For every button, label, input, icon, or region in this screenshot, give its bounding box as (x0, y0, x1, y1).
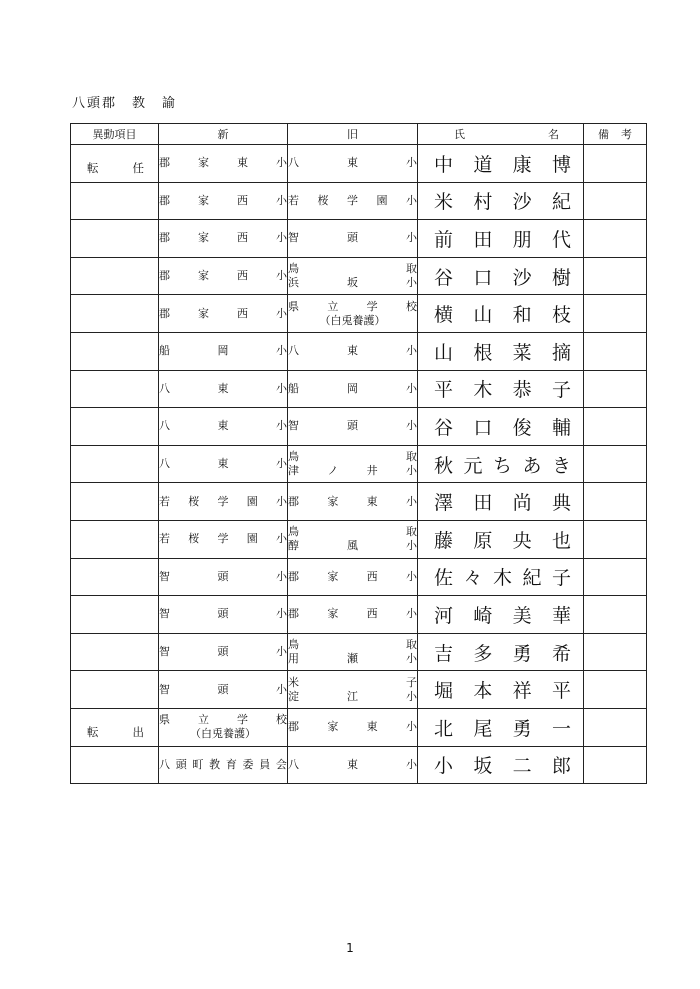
name-cell: 河 崎 美 華 (418, 596, 584, 634)
old-school-cell: 若 桜 学 園 小 (288, 182, 418, 220)
note-cell (584, 671, 647, 709)
note-cell (584, 332, 647, 370)
category-cell: 転 出 (71, 708, 159, 746)
table-row (71, 746, 647, 784)
new-school-cell: 郡 家 西 小 (159, 220, 288, 258)
name-cell: 中 道 康 博 (418, 145, 584, 183)
old-school-cell: 鳥 取 浜 坂 小 (288, 257, 418, 295)
table-row (71, 257, 647, 295)
category-cell (71, 220, 159, 258)
category-cell (71, 370, 159, 408)
old-school-cell: 八 東 小 (288, 746, 418, 784)
name-cell: 秋 元 ち あ き (418, 445, 584, 483)
new-school-cell: 県 立 学 校 （白兎養護） (159, 708, 288, 746)
table-row (71, 520, 647, 558)
page-number: 1 (346, 941, 354, 955)
old-school-cell: 郡 家 東 小 (288, 483, 418, 521)
page-heading: 八頭郡 教 諭 (72, 96, 178, 111)
old-school-cell: 八 東 小 (288, 145, 418, 183)
note-cell (584, 558, 647, 596)
table-row (71, 408, 647, 446)
name-cell: 米 村 沙 紀 (418, 182, 584, 220)
name-cell: 澤 田 尚 典 (418, 483, 584, 521)
category-cell (71, 332, 159, 370)
new-school-cell: 八 東 小 (159, 445, 288, 483)
table-row (71, 220, 647, 258)
note-cell (584, 746, 647, 784)
category-cell (71, 746, 159, 784)
header-category: 異動項目 (71, 124, 159, 145)
category-cell (71, 671, 159, 709)
name-cell: 山 根 菜 摘 (418, 332, 584, 370)
category-cell (71, 182, 159, 220)
note-cell (584, 370, 647, 408)
old-school-cell: 八 東 小 (288, 332, 418, 370)
new-school-cell: 郡 家 西 小 (159, 295, 288, 333)
table-row (71, 708, 647, 746)
category-cell (71, 520, 159, 558)
name-cell: 吉 多 勇 希 (418, 633, 584, 671)
old-school-cell: 智 頭 小 (288, 408, 418, 446)
name-cell: 佐 々 木 紀 子 (418, 558, 584, 596)
name-cell: 北 尾 勇 一 (418, 708, 584, 746)
note-cell (584, 445, 647, 483)
new-school-cell: 智 頭 小 (159, 671, 288, 709)
old-school-cell: 郡 家 西 小 (288, 558, 418, 596)
note-cell (584, 145, 647, 183)
note-cell (584, 295, 647, 333)
old-school-cell: 鳥 取 津 ノ 井 小 (288, 445, 418, 483)
note-cell (584, 257, 647, 295)
new-school-cell: 智 頭 小 (159, 558, 288, 596)
note-cell (584, 633, 647, 671)
table-row (71, 332, 647, 370)
new-school-cell: 郡 家 東 小 (159, 145, 288, 183)
name-cell: 谷 口 沙 樹 (418, 257, 584, 295)
table-row (71, 145, 647, 183)
name-cell: 小 坂 二 郎 (418, 746, 584, 784)
table-row (71, 596, 647, 634)
note-cell (584, 182, 647, 220)
old-school-cell: 船 岡 小 (288, 370, 418, 408)
note-cell (584, 596, 647, 634)
table-row (71, 558, 647, 596)
new-school-cell: 若 桜 学 園 小 (159, 520, 288, 558)
new-school-cell: 八 東 小 (159, 370, 288, 408)
table-row (71, 182, 647, 220)
category-cell (71, 558, 159, 596)
name-cell: 堀 本 祥 平 (418, 671, 584, 709)
table-row (71, 295, 647, 333)
table-row (71, 445, 647, 483)
old-school-cell: 米 子 淀 江 小 (288, 671, 418, 709)
old-school-cell: 鳥 取 用 瀬 小 (288, 633, 418, 671)
old-school-cell: 県 立 学 校 （白兎養護） (288, 295, 418, 333)
table-row (71, 671, 647, 709)
table-row (71, 483, 647, 521)
new-school-cell: 郡 家 西 小 (159, 182, 288, 220)
header-old: 旧 (288, 124, 418, 145)
header-name: 氏 名 (418, 124, 584, 145)
old-school-cell: 智 頭 小 (288, 220, 418, 258)
note-cell (584, 408, 647, 446)
new-school-cell: 智 頭 小 (159, 596, 288, 634)
table-row (71, 633, 647, 671)
old-school-cell: 郡 家 東 小 (288, 708, 418, 746)
name-cell: 藤 原 央 也 (418, 520, 584, 558)
note-cell (584, 220, 647, 258)
category-cell (71, 483, 159, 521)
new-school-cell: 郡 家 西 小 (159, 257, 288, 295)
category-cell (71, 633, 159, 671)
category-cell (71, 445, 159, 483)
header-note: 備 考 (584, 124, 647, 145)
new-school-cell: 八 東 小 (159, 408, 288, 446)
category-cell (71, 408, 159, 446)
category-cell: 転 任 (71, 145, 159, 183)
name-cell: 平 木 恭 子 (418, 370, 584, 408)
name-cell: 横 山 和 枝 (418, 295, 584, 333)
new-school-cell: 八 頭 町 教 育 委 員 会 (159, 746, 288, 784)
name-cell: 前 田 朋 代 (418, 220, 584, 258)
category-cell (71, 257, 159, 295)
personnel-table (70, 123, 647, 784)
category-cell (71, 295, 159, 333)
category-cell (71, 596, 159, 634)
header-new: 新 (159, 124, 288, 145)
note-cell (584, 520, 647, 558)
old-school-cell: 郡 家 西 小 (288, 596, 418, 634)
new-school-cell: 若 桜 学 園 小 (159, 483, 288, 521)
old-school-cell: 鳥 取 醇 風 小 (288, 520, 418, 558)
table-row (71, 370, 647, 408)
new-school-cell: 船 岡 小 (159, 332, 288, 370)
note-cell (584, 708, 647, 746)
new-school-cell: 智 頭 小 (159, 633, 288, 671)
name-cell: 谷 口 俊 輔 (418, 408, 584, 446)
note-cell (584, 483, 647, 521)
